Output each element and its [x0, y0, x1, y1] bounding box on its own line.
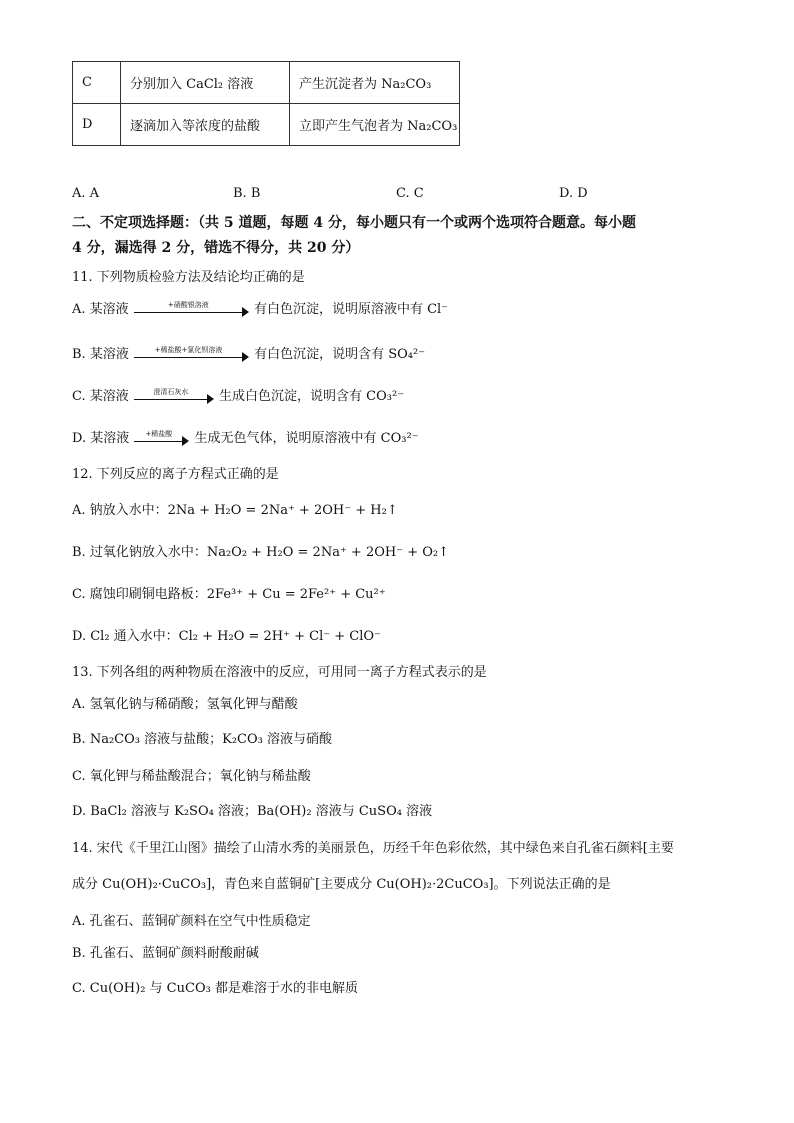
- q10-option-b: B. B: [233, 186, 261, 201]
- arrow-label: +稀盐酸: [145, 429, 173, 438]
- q11-option-a: [72, 298, 448, 317]
- section-heading-line1: 二、不定项选择题：（共 5 道题，每题 4 分，每小题只有一个或两个选项符合题意。每小题: [72, 215, 636, 231]
- q14-stem-line2: 成分 Cu(OH)₂·CuCO₃]，青色来自蓝铜矿[主要成分 Cu(OH)₂·2CuCO₃]。下列说法正确的是: [72, 877, 611, 892]
- arrow-label: +硝酸银溶液: [167, 300, 209, 309]
- row-result: 产生沉淀者为 Na₂CO₃: [290, 62, 460, 104]
- option-prefix: A. 某溶液: [72, 302, 129, 317]
- q14-option-a: A. 孔雀石、蓝铜矿颜料在空气中性质稳定: [72, 914, 311, 929]
- q10-option-d: D. D: [559, 186, 588, 201]
- q13-stem: 13. 下列各组的两种物质在溶液中的反应，可用同一离子方程式表示的是: [72, 665, 487, 680]
- table-row: [73, 62, 460, 104]
- q11-option-c: [72, 385, 404, 404]
- section-heading-line2: 4 分，漏选得 2 分，错选不得分，共 20 分）: [72, 240, 360, 256]
- q14-option-c: C. Cu(OH)₂ 与 CuCO₃ 都是难溶于水的非电解质: [72, 981, 358, 996]
- row-result: 立即产生气泡者为 Na₂CO₃: [290, 104, 460, 146]
- row-method: 分别加入 CaCl₂ 溶液: [121, 62, 290, 104]
- option-text: 有白色沉淀，说明含有 SO₄²⁻: [254, 347, 426, 362]
- option-prefix: C. 某溶液: [72, 389, 129, 404]
- arrow-label: 澄清石灰水: [153, 387, 189, 396]
- options-table: [72, 61, 460, 146]
- q12-option-d: D. Cl₂ 通入水中：Cl₂ + H₂O = 2H⁺ + Cl⁻ + ClO⁻: [72, 629, 381, 644]
- reaction-arrow: [134, 345, 249, 362]
- q10-option-c: C. C: [396, 186, 424, 201]
- q10-option-a: A. A: [72, 186, 100, 201]
- q13-option-d: D. BaCl₂ 溶液与 K₂SO₄ 溶液；Ba(OH)₂ 溶液与 CuSO₄ 溶液: [72, 804, 433, 819]
- q12-option-b: B. 过氧化钠放入水中：Na₂O₂ + H₂O = 2Na⁺ + 2OH⁻ + O₂↑: [72, 545, 450, 560]
- q13-option-c: C. 氧化钾与稀盐酸混合；氧化钠与稀盐酸: [72, 769, 311, 784]
- option-prefix: D. 某溶液: [72, 431, 130, 446]
- q11-stem: 11. 下列物质检验方法及结论均正确的是: [72, 270, 305, 285]
- q11-option-d: [72, 427, 419, 446]
- q13-option-a: A. 氢氧化钠与稀硝酸；氢氧化钾与醋酸: [72, 697, 298, 712]
- reaction-arrow: [134, 300, 249, 317]
- q14-option-b: B. 孔雀石、蓝铜矿颜料耐酸耐碱: [72, 946, 259, 961]
- q14-stem-line1: 14. 宋代《千里江山图》描绘了山清水秀的美丽景色，历经千年色彩依然，其中绿色来自孔雀石颜料[主要: [72, 841, 674, 856]
- option-prefix: B. 某溶液: [72, 347, 129, 362]
- row-label: C: [73, 62, 121, 104]
- q13-option-b: B. Na₂CO₃ 溶液与盐酸；K₂CO₃ 溶液与硝酸: [72, 732, 332, 747]
- row-label: D: [73, 104, 121, 146]
- q12-option-a: A. 钠放入水中：2Na + H₂O = 2Na⁺ + 2OH⁻ + H₂↑: [72, 503, 398, 518]
- q11-option-b: [72, 343, 425, 362]
- arrow-label: +稀盐酸+氯化钡溶液: [154, 345, 223, 354]
- reaction-arrow: [134, 387, 214, 404]
- option-text: 生成无色气体，说明原溶液中有 CO₃²⁻: [194, 431, 419, 446]
- option-text: 生成白色沉淀，说明含有 CO₃²⁻: [219, 389, 405, 404]
- q12-option-c: C. 腐蚀印刷铜电路板：2Fe³⁺ + Cu = 2Fe²⁺ + Cu²⁺: [72, 587, 386, 602]
- row-method: 逐滴加入等浓度的盐酸: [121, 104, 290, 146]
- reaction-arrow: [134, 429, 189, 446]
- option-text: 有白色沉淀，说明原溶液中有 Cl⁻: [253, 302, 449, 317]
- table-row: [73, 104, 460, 146]
- q12-stem: 12. 下列反应的离子方程式正确的是: [72, 467, 279, 482]
